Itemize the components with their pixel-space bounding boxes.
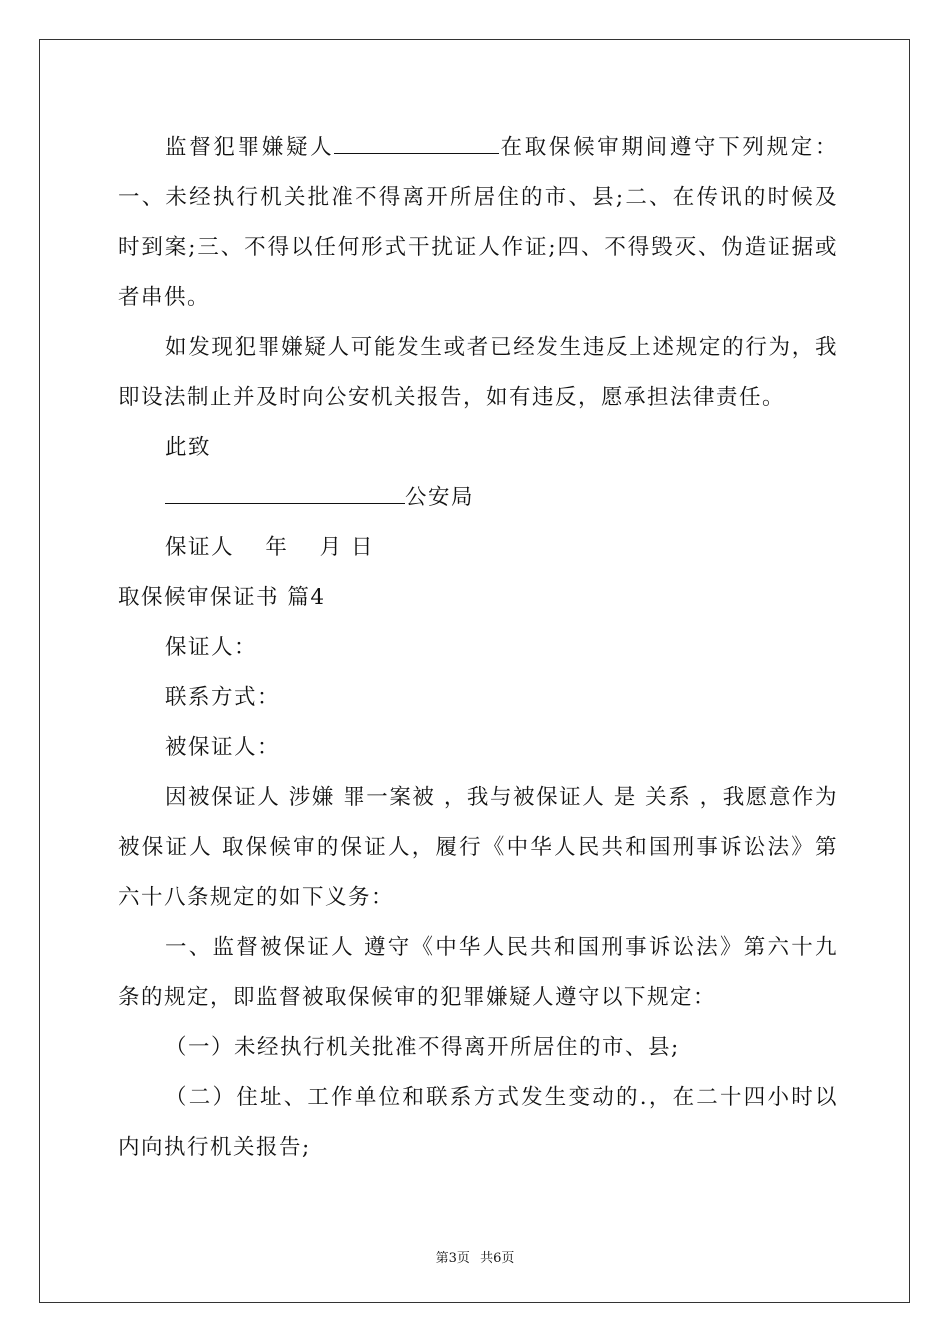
paragraph-supervise [118, 123, 838, 323]
document-body [118, 123, 838, 1173]
page-number: 第3页 [435, 1251, 470, 1266]
field-contact: 联系方式： [165, 685, 281, 710]
field-guaranteed-person: 被保证人： [165, 735, 281, 760]
paragraph-case-statement: 因被保证人 涉嫌 罪一案被 ，我与被保证人 是 关系 ，我愿意作为被保证人 取保候审的保证人，履行《中华人民共和国刑事诉讼法》第六十八条规定的如下义务： [118, 785, 838, 910]
paragraph-salutation: 此致 [165, 435, 212, 460]
paragraph-recipient [118, 473, 838, 523]
paragraph-obligation-1: 一、监督被保证人 遵守《中华人民共和国刑事诉讼法》第六十九条的规定，即监督被取保候审的犯罪嫌疑人遵守以下规定： [118, 935, 838, 1010]
text-run: 公安局 [405, 485, 475, 510]
page-total: 共6页 [480, 1251, 515, 1266]
blank-line-bureau [165, 481, 405, 504]
paragraph-rule-2: （二）住址、工作单位和联系方式发生变动的.，在二十四小时以内向执行机关报告; [118, 1085, 838, 1160]
field-guarantor: 保证人： [165, 635, 258, 660]
blank-line-suspect [334, 131, 499, 154]
paragraph-signature-date: 保证人 年 月 日 [165, 535, 375, 560]
paragraph-rule-1: （一）未经执行机关批准不得离开所居住的市、县; [165, 1035, 680, 1060]
paragraph-report: 如发现犯罪嫌疑人可能发生或者已经发生违反上述规定的行为，我即设法制止并及时向公安机关报告，如有违反，愿承担法律责任。 [118, 335, 838, 410]
section-heading: 取保候审保证书 篇4 [118, 585, 326, 610]
text-run: 在取保候审期间遵守下列规定：一、未经执行机关批准不得离开所居住的市、县;二、在传讯的时候及时到案;三、不得以任何形式干扰证人作证;四、不得毁灭、伪造证据或者串供。 [118, 135, 838, 310]
text-run: 监督犯罪嫌疑人 [165, 135, 335, 160]
page-footer [0, 1247, 950, 1266]
